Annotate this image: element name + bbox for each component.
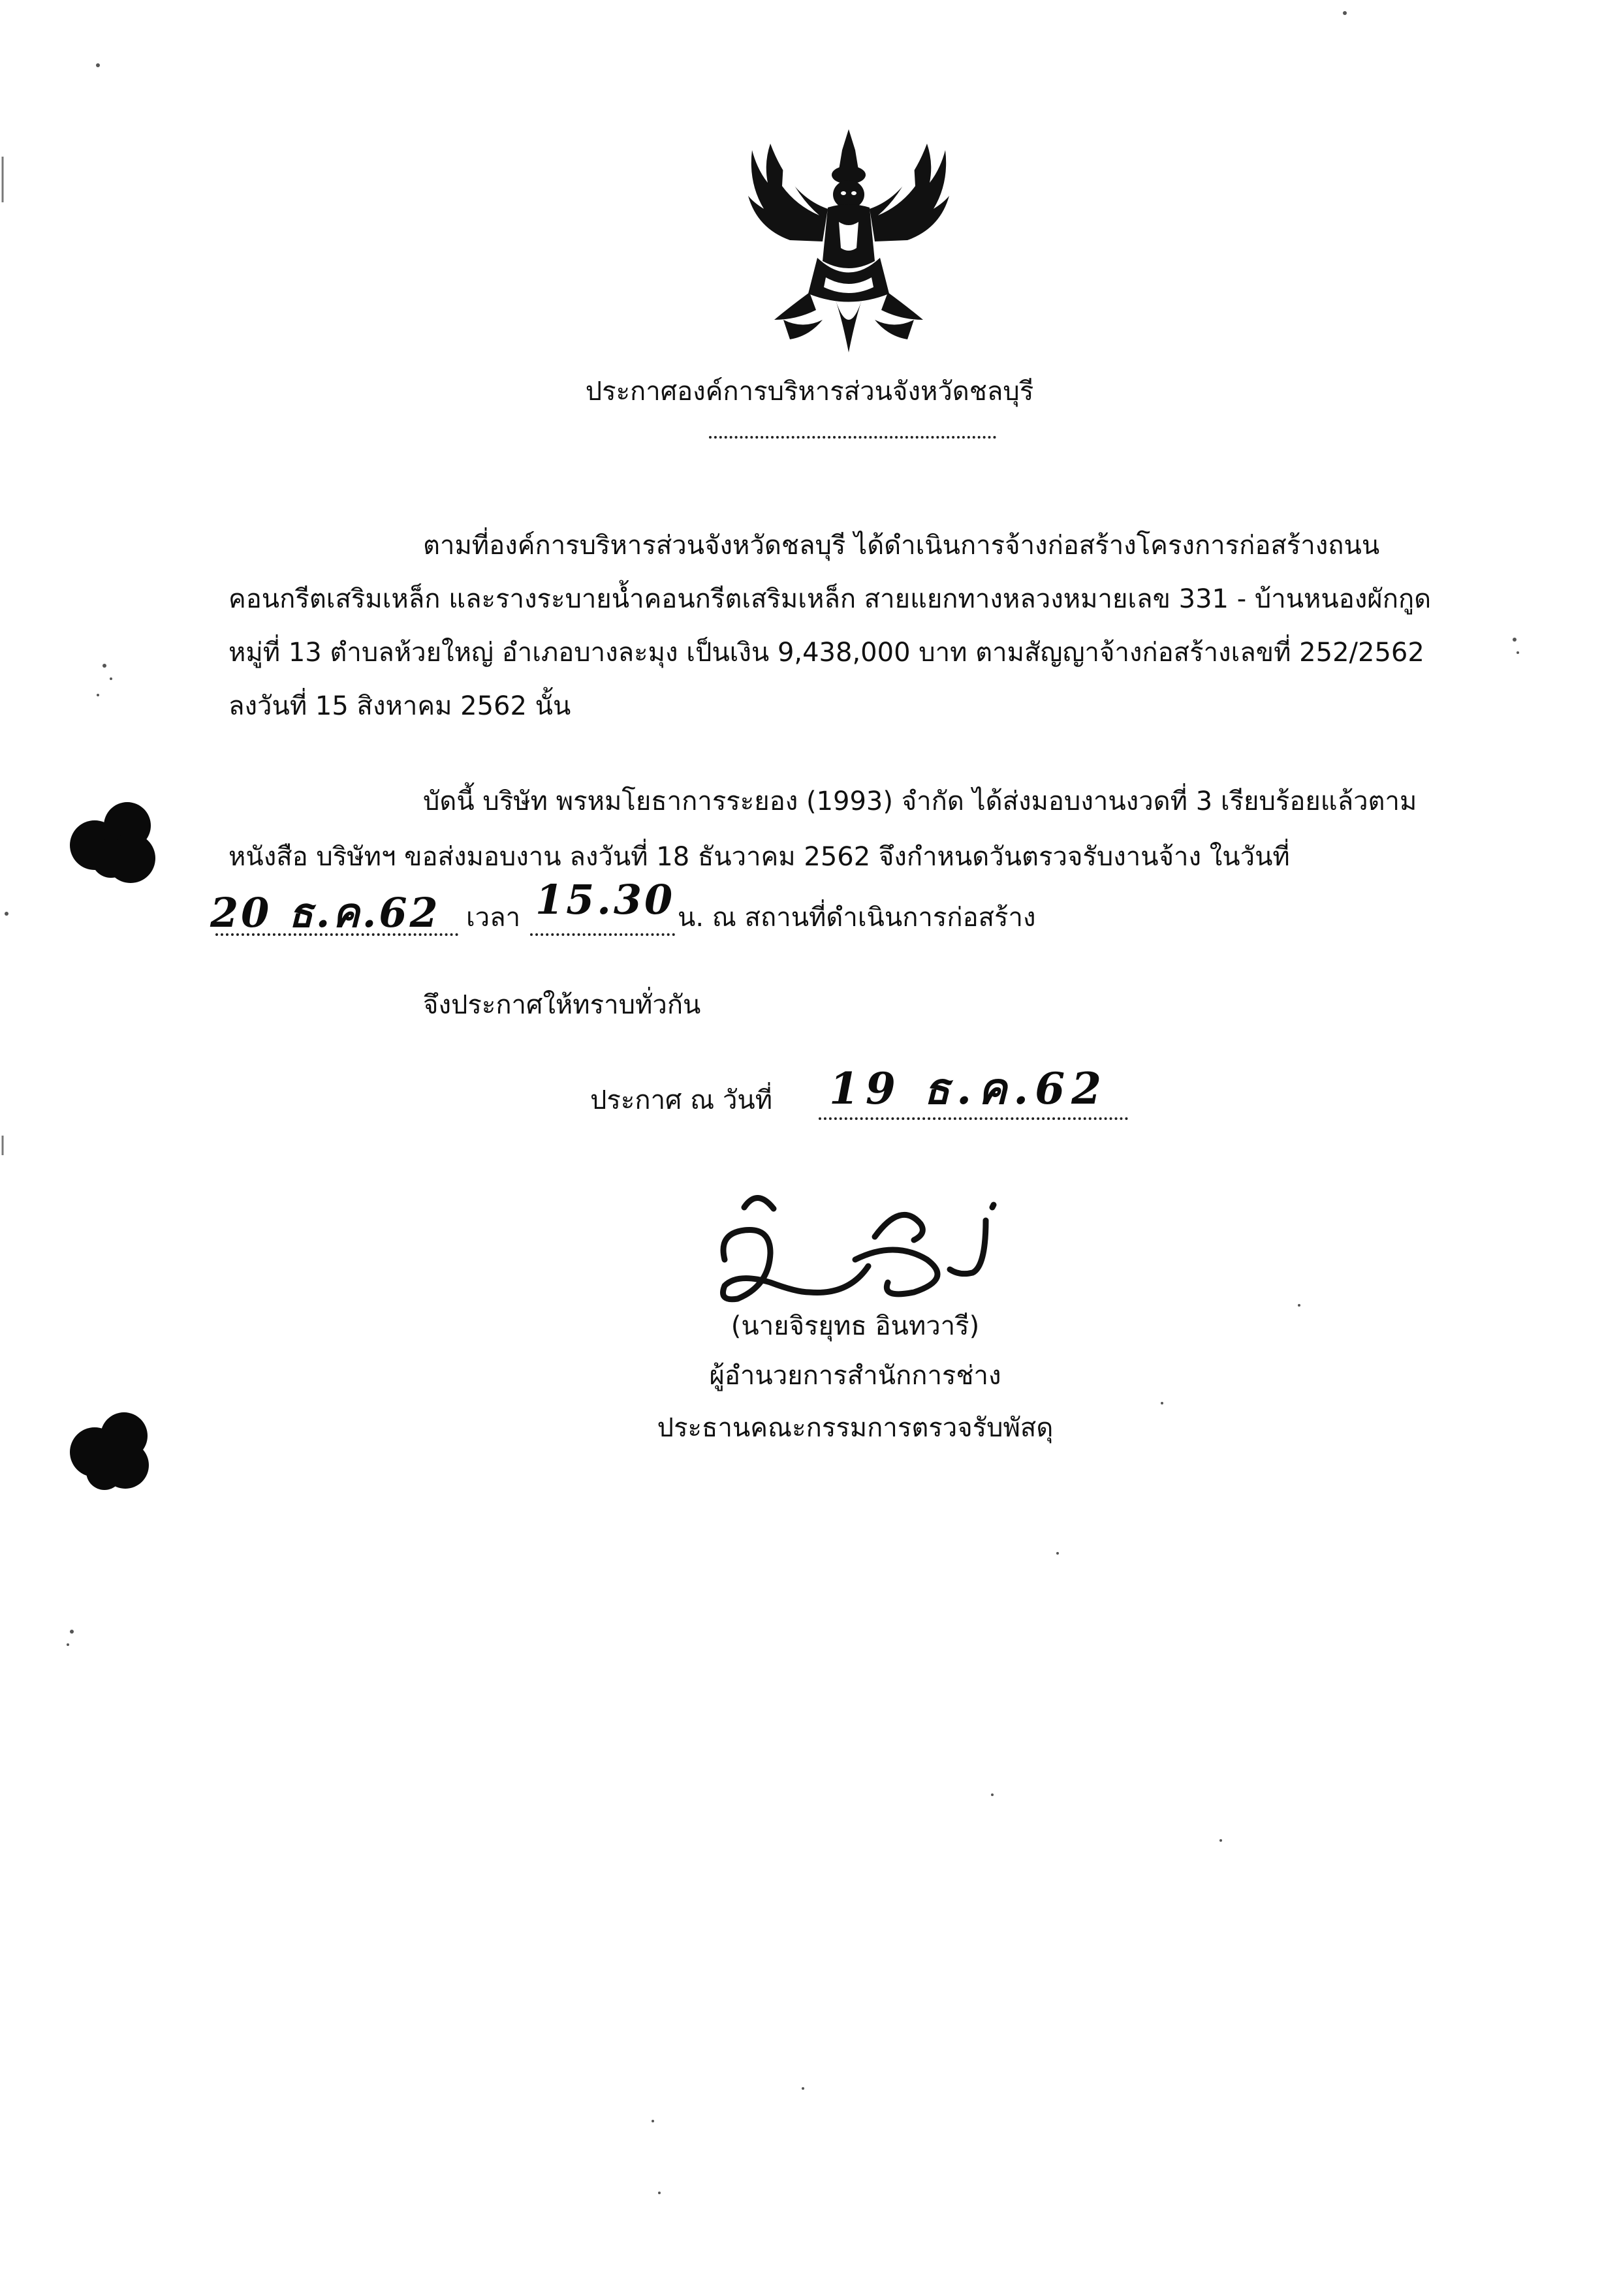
handwritten-signature — [699, 1162, 1064, 1318]
inspection-location-text: น. ณ สถานที่ดำเนินการก่อสร้าง — [678, 903, 1036, 933]
inspection-time-handwritten: 15.30 — [535, 876, 676, 923]
paragraph-1-line-2: คอนกรีตเสริมเหล็ก และรางระบายน้ำคอนกรีตเสริมเหล็ก สายแยกทางหลวงหมายเลข 331 - บ้านหนองผักกูด — [228, 584, 1432, 614]
time-label: เวลา — [466, 903, 521, 933]
ink-blot-lower — [65, 1403, 157, 1495]
closing-text: จึงประกาศให้ทราบทั่วกัน — [423, 990, 701, 1020]
title-divider — [709, 436, 996, 439]
paragraph-1-line-4: ลงวันที่ 15 สิงหาคม 2562 นั้น — [228, 691, 571, 721]
paragraph-1-line-3: หมู่ที่ 13 ตำบลห้วยใหญ่ อำเภอบางละมุง เป็นเงิน 9,438,000 บาท ตามสัญญาจ้างก่อสร้างเลขที่ 252/2562 — [228, 638, 1424, 668]
paragraph-2-line-2: หนังสือ บริษัทฯ ขอส่งมอบงาน ลงวันที่ 18 ธันวาคม 2562 จึงกำหนดวันตรวจรับงานจ้าง ในวันที่ — [228, 842, 1290, 872]
signatory-position-2: ประธานคณะกรรมการตรวจรับพัสดุ — [657, 1413, 1054, 1443]
announcement-date-label: ประกาศ ณ วันที่ — [590, 1085, 773, 1115]
page-title: ประกาศองค์การบริหารส่วนจังหวัดชลบุรี — [585, 377, 1034, 407]
garuda-emblem-icon — [744, 124, 953, 359]
paragraph-1-line-1: ตามที่องค์การบริหารส่วนจังหวัดชลบุรี ได้ดำเนินการจ้างก่อสร้างโครงการก่อสร้างถนน — [423, 531, 1380, 561]
signatory-name: (นายจิรยุทธ อินทวารี) — [731, 1311, 980, 1341]
paragraph-2-line-1: บัดนี้ บริษัท พรหมโยธาการระยอง (1993) จำกัด ได้ส่งมอบงานงวดที่ 3 เรียบร้อยแล้วตาม — [423, 786, 1417, 816]
inspection-date-handwritten: 20 ธ.ค.62 — [210, 889, 441, 937]
announcement-date-handwritten: 19 ธ.ค.62 — [829, 1063, 1108, 1114]
ink-blot-upper — [65, 796, 163, 888]
signatory-position-1: ผู้อำนวยการสำนักการช่าง — [709, 1361, 1001, 1391]
